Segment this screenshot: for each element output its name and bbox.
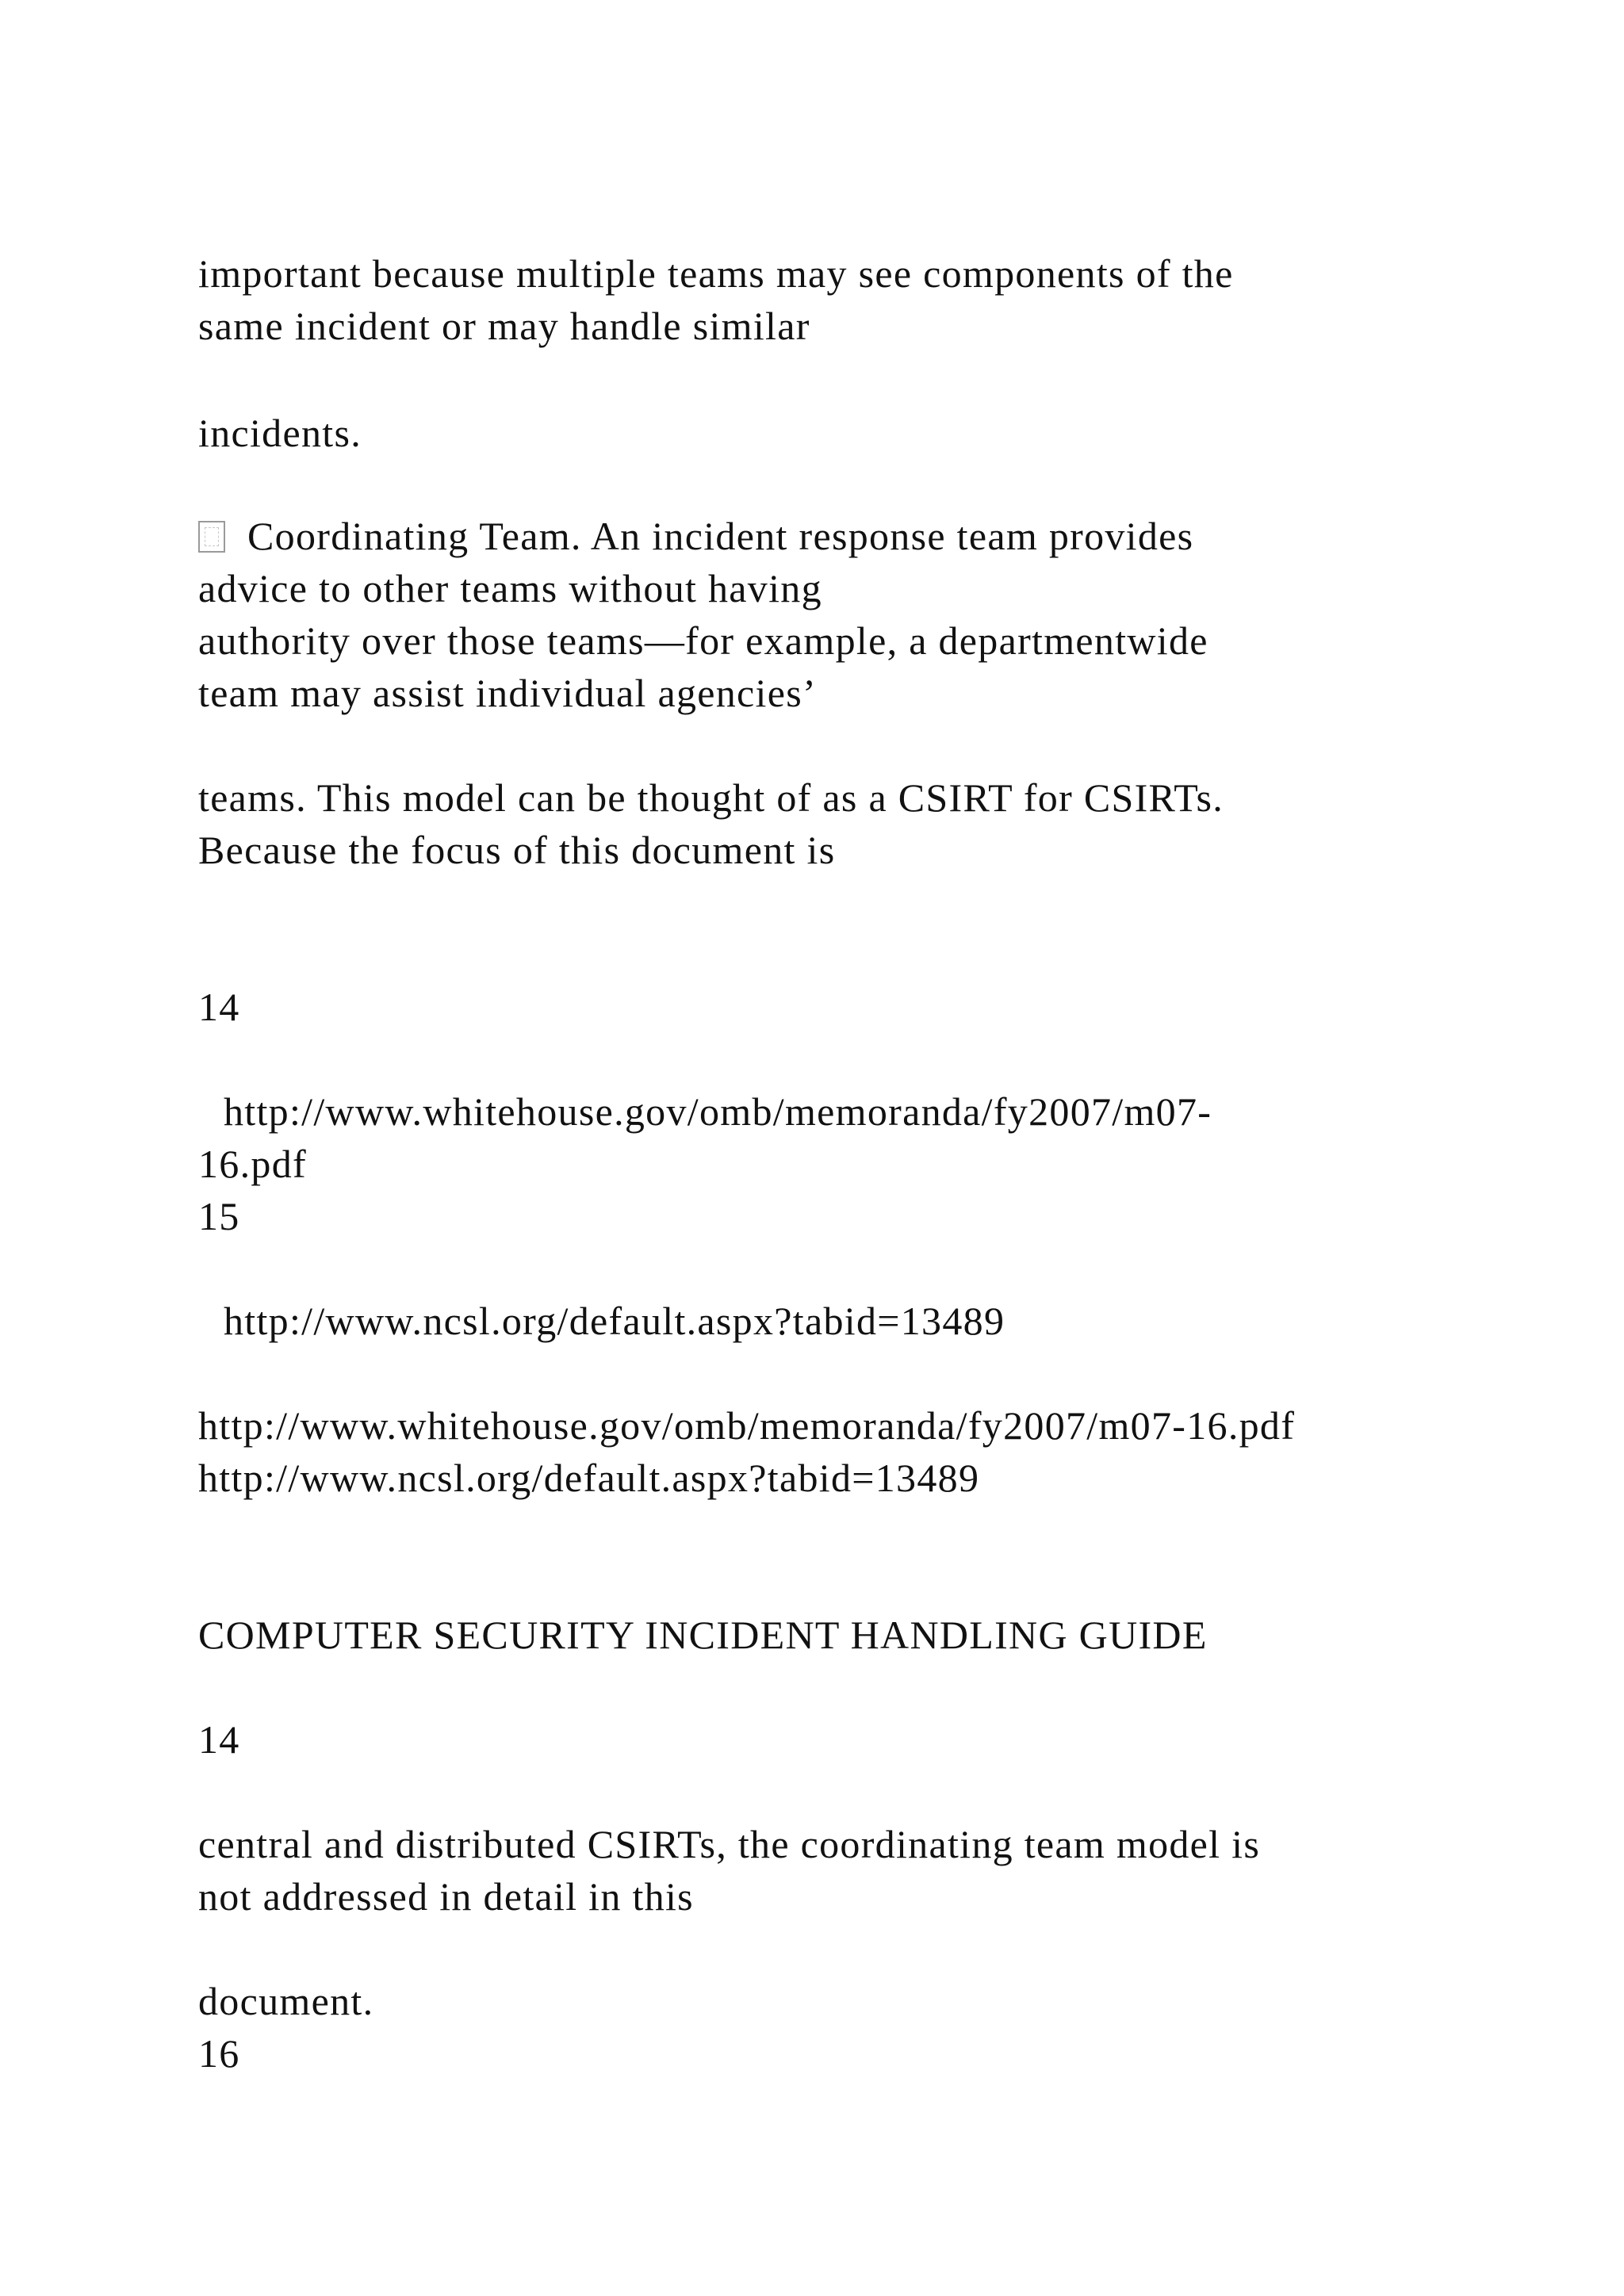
footnote-number: 15 bbox=[198, 1194, 240, 1238]
body-text-line: same incident or may handle similar bbox=[198, 304, 810, 348]
running-header: COMPUTER SECURITY INCIDENT HANDLING GUIDE bbox=[198, 1613, 1208, 1657]
body-text-line: document. bbox=[198, 1979, 374, 2023]
body-text-line: not addressed in detail in this bbox=[198, 1874, 694, 1919]
footnote-url: http://www.ncsl.org/default.aspx?tabid=13489 bbox=[224, 1299, 1005, 1343]
body-text-line: incidents. bbox=[198, 411, 362, 455]
reference-link[interactable]: http://www.whitehouse.gov/omb/memoranda/fy2007/m07-16.pdf bbox=[198, 1403, 1296, 1448]
footnote-url-continuation: 16.pdf bbox=[198, 1142, 307, 1186]
body-text-line: important because multiple teams may see components of the bbox=[198, 251, 1234, 296]
bullet-item-coordinating-team bbox=[198, 510, 1193, 562]
footnote-number: 16 bbox=[198, 2031, 240, 2076]
body-text-line: authority over those teams—for example, a departmentwide bbox=[198, 618, 1208, 663]
body-text-line: advice to other teams without having bbox=[198, 566, 822, 610]
body-text-line: central and distributed CSIRTs, the coordinating team model is bbox=[198, 1822, 1261, 1866]
bullet-text: Coordinating Team. An incident response team provides bbox=[247, 514, 1194, 558]
footnote-url: http://www.whitehouse.gov/omb/memoranda/fy2007/m07- bbox=[224, 1089, 1212, 1134]
body-text-line: team may assist individual agencies’ bbox=[198, 671, 817, 715]
page-number: 14 bbox=[198, 1717, 240, 1762]
bullet-placeholder-icon bbox=[198, 521, 225, 553]
body-text-line: Because the focus of this document is bbox=[198, 828, 836, 872]
footnote-number: 14 bbox=[198, 985, 240, 1029]
body-text-line: teams. This model can be thought of as a CSIRT for CSIRTs. bbox=[198, 775, 1224, 820]
reference-link[interactable]: http://www.ncsl.org/default.aspx?tabid=13489 bbox=[198, 1456, 980, 1500]
